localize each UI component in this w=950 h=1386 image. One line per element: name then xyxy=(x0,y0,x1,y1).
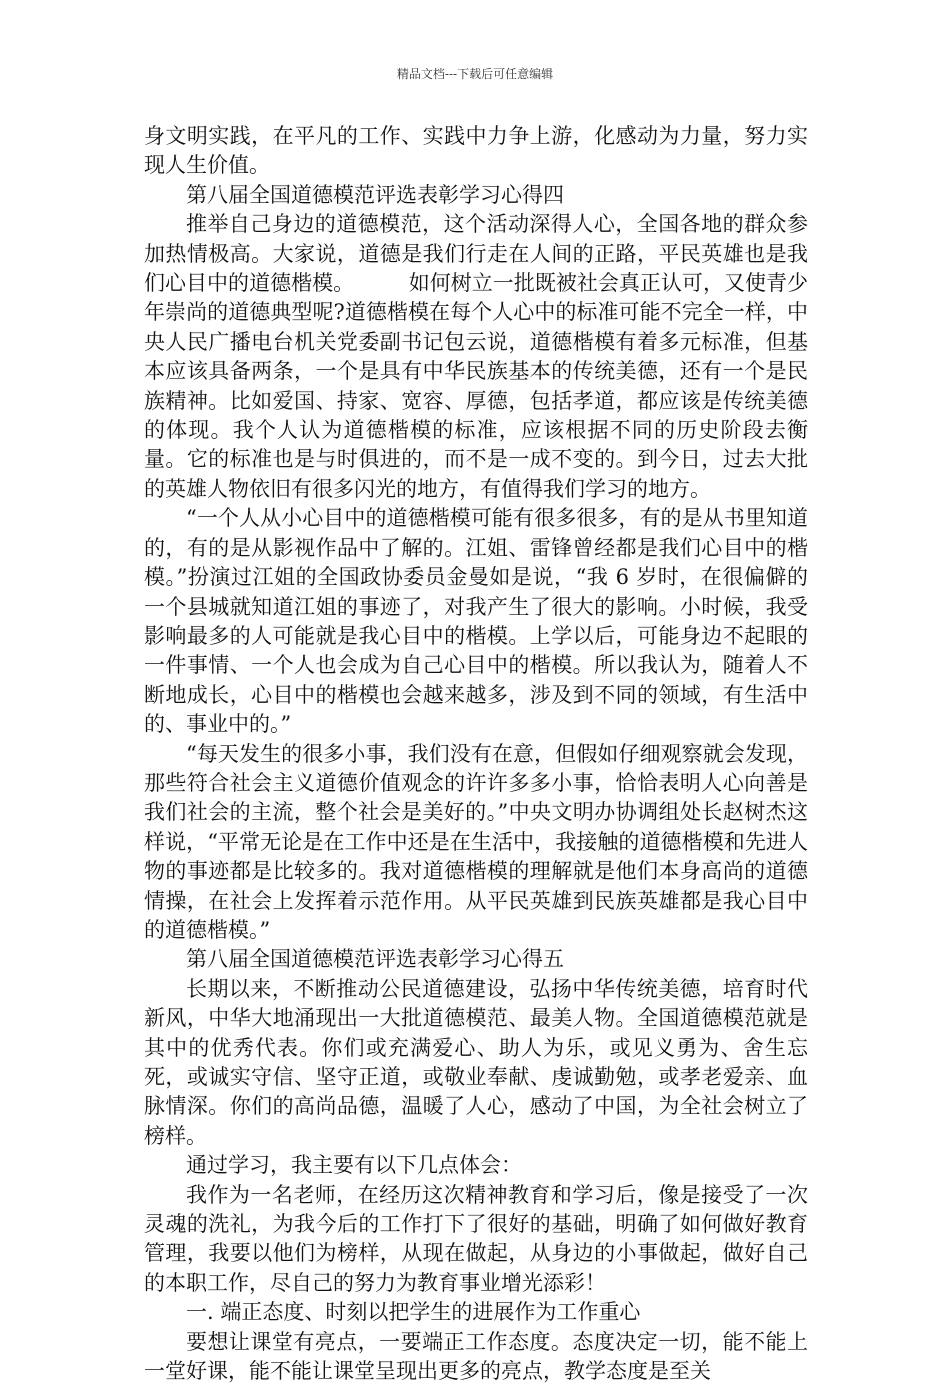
subsection-heading: 一. 端正态度、时刻以把学生的进展作为工作重心 xyxy=(186,1300,641,1325)
paragraph: “一个人从小心目中的道德楷模可能有很多很多，有的是从书里知道的，有的是从影视作品中了解的。江姐、雷锋曾经都是我们心目中的楷模。”扮演过江姐的全国政协委员金曼如是说，“我 6 岁时，在很偏僻的一个县城就知道江姐的事迹了，对我产生了很大的影响。小时候，我受影响最多的人可能就是我心目中的楷模。上学以后，可能身边不起眼的一件事情、一个人也会成为自己心目中的楷模。所以我认为，随着人不断地成长，心目中的楷模也会越来越多，涉及到不同的领域，有生活中的、事业中的。” xyxy=(144,506,808,737)
document-body xyxy=(144,122,808,1386)
section-heading-four: 第八届全国道德模范评选表彰学习心得四 xyxy=(186,182,564,207)
paragraph: “每天发生的很多小事，我们没有在意，但假如仔细观察就会发现，那些符合社会主义道德价值观念的许许多多小事，恰恰表明人心向善是我们社会的主流，整个社会是美好的。”中央文明办协调组处长赵树杰这样说，“平常无论是在工作中还是在生活中，我接触的道德楷模和先进人物的事迹都是比较多的。我对道德楷模的理解就是他们本身高尚的道德情操，在社会上发挥着示范作用。从平民英雄到民族英雄都是我心目中的道德楷模。” xyxy=(144,741,808,942)
paragraph-text: 推举自己身边的道德模范，这个活动深得人心，全国各地的群众参加热情极高。大家说，道德是我们行走在人间的正路，平民英雄也是我们心目中的道德楷模。 xyxy=(144,212,808,296)
paragraph xyxy=(144,210,808,504)
page-header: 精品文档---下载后可任意编辑 xyxy=(396,67,554,81)
paragraph: 通过学习，我主要有以下几点体会： xyxy=(186,1153,522,1178)
paragraph-continuation: 身文明实践，在平凡的工作、实践中力争上游，化感动为力量，努力实现人生价值。 xyxy=(144,124,808,178)
paragraph-text: 如何树立一批既被社会真正认可，又使青少年崇尚的道德典型呢?道德楷模在每个人心中的标准可能不完全一样，中央人民广播电台机关党委副书记包云说，道德楷模有着多元标准，但基本应该具备两条，一个是具有中华民族基本的传统美德，还有一个是民族精神。比如爱国、持家、宽容、厚德，包括孝道，都应该是传统美德的体现。我个人认为道德楷模的标准，应该根据不同的历史阶段去衡量。它的标准也是与时俱进的，而不是一成不变的。到今日，过去大批的英雄人物依旧有很多闪光的地方，有值得我们学习的地方。 xyxy=(144,271,808,501)
paragraph: 我作为一名老师，在经历这次精神教育和学习后，像是接受了一次灵魂的洗礼，为我今后的工作打下了很好的基础，明确了如何做好教育管理，我要以他们为榜样，从现在做起，从身边的小事做起，做好自己的本职工作，尽自己的努力为教育事业增光添彩！ xyxy=(144,1182,808,1295)
section-heading-five: 第八届全国道德模范评选表彰学习心得五 xyxy=(186,947,564,972)
paragraph: 长期以来，不断推动公民道德建设，弘扬中华传统美德，培育时代新风，中华大地涌现出一大批道德模范、最美人物。全国道德模范就是其中的优秀代表。你们或充满爱心、助人为乐，或见义勇为、舍生忘死，或诚实守信、坚守正道，或敬业奉献、虔诚勤勉，或孝老爱亲、血脉情深。你们的高尚品德，温暖了人心，感动了中国，为全社会树立了榜样。 xyxy=(144,976,808,1148)
paragraph: 要想让课堂有亮点，一要端正工作态度。态度决定一切，能不能上一堂好课，能不能让课堂呈现出更多的亮点，教学态度是至关 xyxy=(144,1329,808,1384)
